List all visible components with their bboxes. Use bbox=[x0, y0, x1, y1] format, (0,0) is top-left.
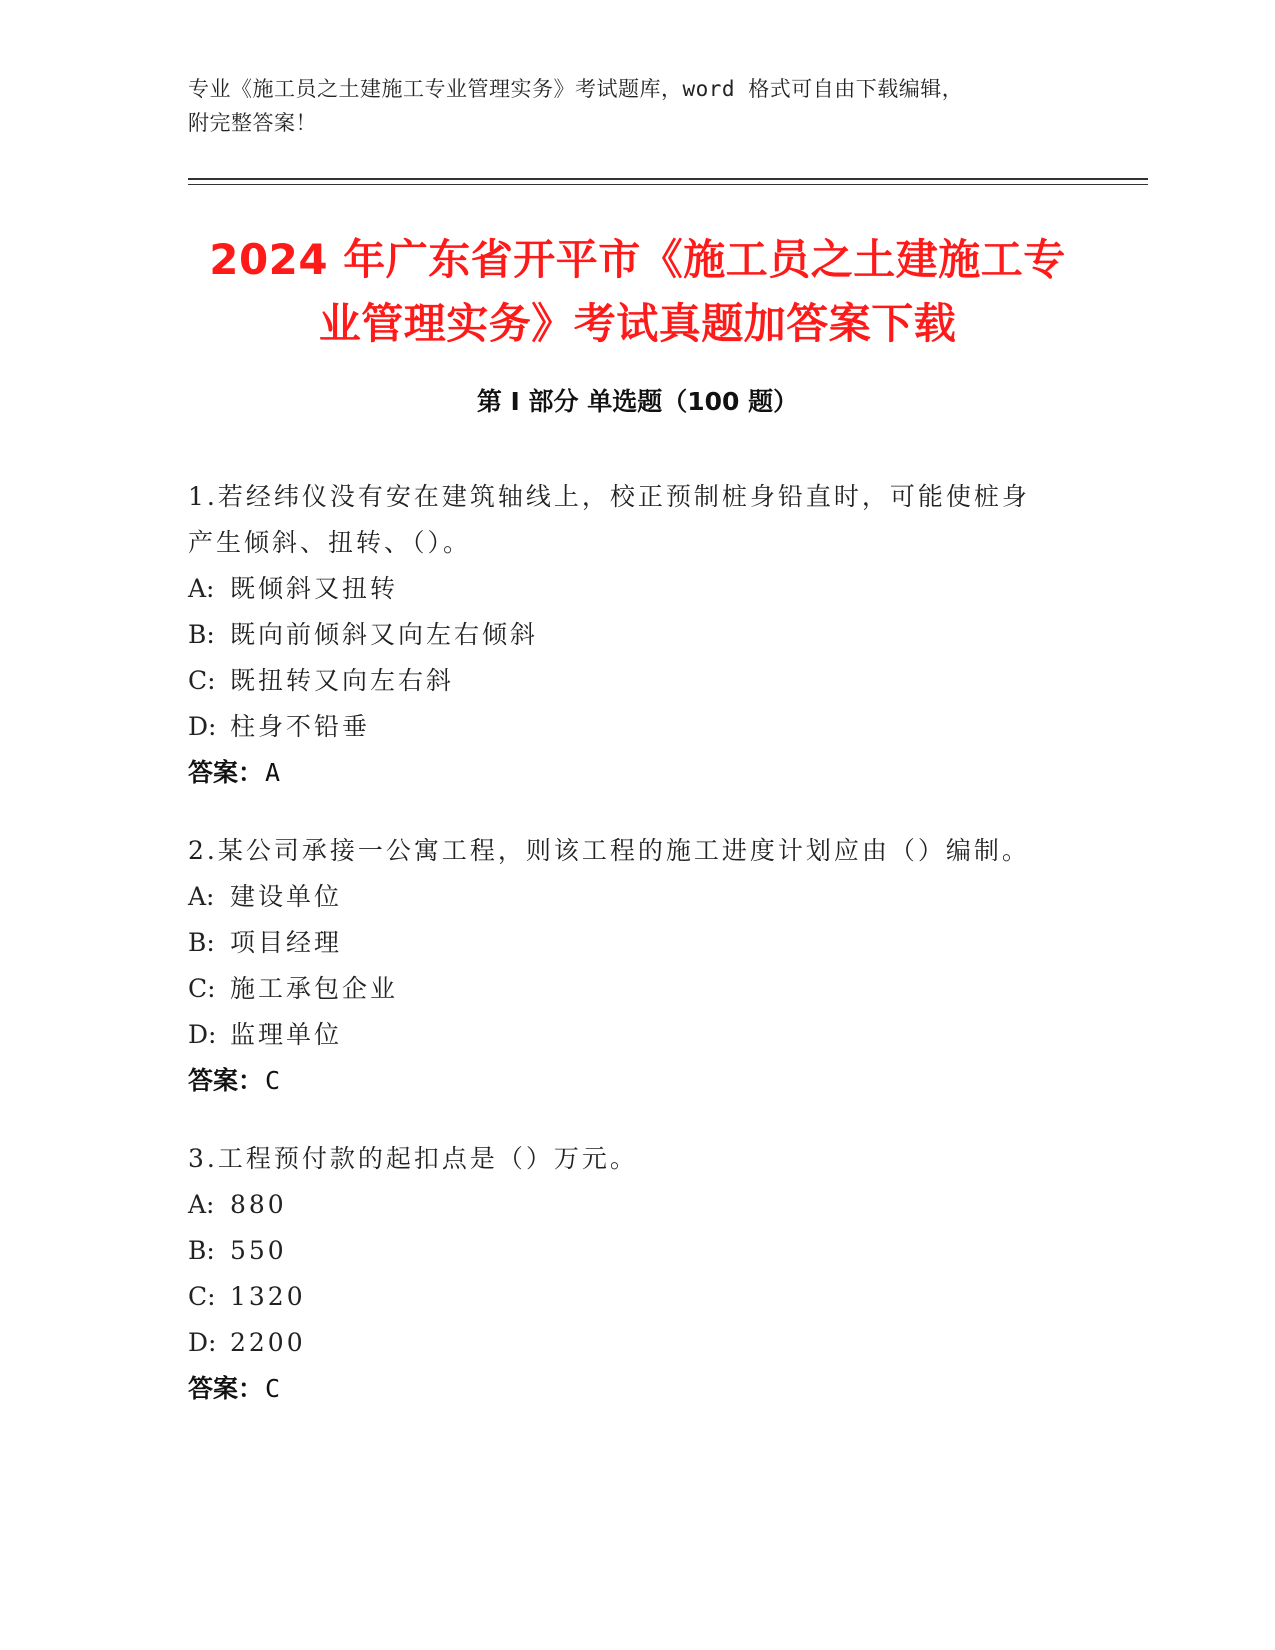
option-d bbox=[188, 1320, 1088, 1366]
question-stem: 1.若经纬仪没有安在建筑轴线上，校正预制桩身铅直时，可能使桩身 bbox=[188, 482, 1030, 511]
answer-line bbox=[188, 1058, 1088, 1104]
option-letter: A: bbox=[188, 1190, 215, 1219]
option-letter: B: bbox=[188, 928, 215, 957]
option-letter: D: bbox=[188, 712, 217, 741]
answer-line bbox=[188, 1366, 1088, 1412]
option-a bbox=[188, 874, 1088, 920]
option-c bbox=[188, 1274, 1088, 1320]
question-3 bbox=[188, 1136, 1088, 1412]
option-text: 2200 bbox=[230, 1328, 306, 1357]
option-text: 880 bbox=[230, 1190, 287, 1219]
option-text: 建设单位 bbox=[230, 882, 343, 911]
answer-label: 答案： bbox=[188, 758, 264, 787]
option-text: 既扭转又向左右斜 bbox=[230, 666, 455, 695]
option-text: 施工承包企业 bbox=[230, 974, 399, 1003]
answer-value: C bbox=[265, 1066, 281, 1095]
option-letter: D: bbox=[188, 1020, 217, 1049]
option-d bbox=[188, 1012, 1088, 1058]
option-c bbox=[188, 658, 1088, 704]
question-stem: 产生倾斜、扭转、（）。 bbox=[188, 528, 472, 557]
header-divider-thick bbox=[188, 178, 1148, 180]
option-letter: B: bbox=[188, 1236, 215, 1265]
option-text: 1320 bbox=[230, 1282, 306, 1311]
header-note bbox=[188, 72, 1088, 140]
header-note-line: 附完整答案！ bbox=[188, 111, 317, 135]
document-title-line: 业管理实务》考试真题加答案下载 bbox=[318, 299, 957, 348]
answer-value: C bbox=[265, 1374, 281, 1403]
question-2 bbox=[188, 828, 1088, 1104]
section-heading: 第 I 部分 单选题（100 题） bbox=[476, 387, 799, 416]
question-stem: 2.某公司承接一公寓工程，则该工程的施工进度计划应由（）编制。 bbox=[188, 836, 1030, 865]
option-text: 既向前倾斜又向左右倾斜 bbox=[230, 620, 539, 649]
document-title bbox=[140, 228, 1135, 356]
answer-value: A bbox=[265, 758, 281, 787]
option-letter: B: bbox=[188, 620, 215, 649]
option-letter: D: bbox=[188, 1328, 217, 1357]
option-text: 监理单位 bbox=[230, 1020, 343, 1049]
option-letter: A: bbox=[188, 882, 215, 911]
option-a bbox=[188, 1182, 1088, 1228]
option-text: 既倾斜又扭转 bbox=[230, 574, 399, 603]
option-b bbox=[188, 920, 1088, 966]
option-c bbox=[188, 966, 1088, 1012]
option-letter: C: bbox=[188, 974, 216, 1003]
option-text: 柱身不铅垂 bbox=[230, 712, 371, 741]
option-a bbox=[188, 566, 1088, 612]
answer-label: 答案： bbox=[188, 1374, 264, 1403]
answer-line bbox=[188, 750, 1088, 796]
header-divider-thin bbox=[188, 184, 1148, 185]
option-b bbox=[188, 612, 1088, 658]
option-text: 550 bbox=[230, 1236, 287, 1265]
header-note-line: 专业《施工员之土建施工专业管理实务》考试题库，word 格式可自由下载编辑， bbox=[188, 77, 964, 101]
option-d bbox=[188, 704, 1088, 750]
document-title-line: 2024 年广东省开平市《施工员之土建施工专 bbox=[209, 235, 1066, 284]
option-text: 项目经理 bbox=[230, 928, 343, 957]
option-letter: A: bbox=[188, 574, 215, 603]
question-stem: 3.工程预付款的起扣点是（）万元。 bbox=[188, 1144, 638, 1173]
option-b bbox=[188, 1228, 1088, 1274]
answer-label: 答案： bbox=[188, 1066, 264, 1095]
option-letter: C: bbox=[188, 1282, 216, 1311]
question-1 bbox=[188, 474, 1088, 796]
option-letter: C: bbox=[188, 666, 216, 695]
question-list bbox=[188, 474, 1088, 1444]
